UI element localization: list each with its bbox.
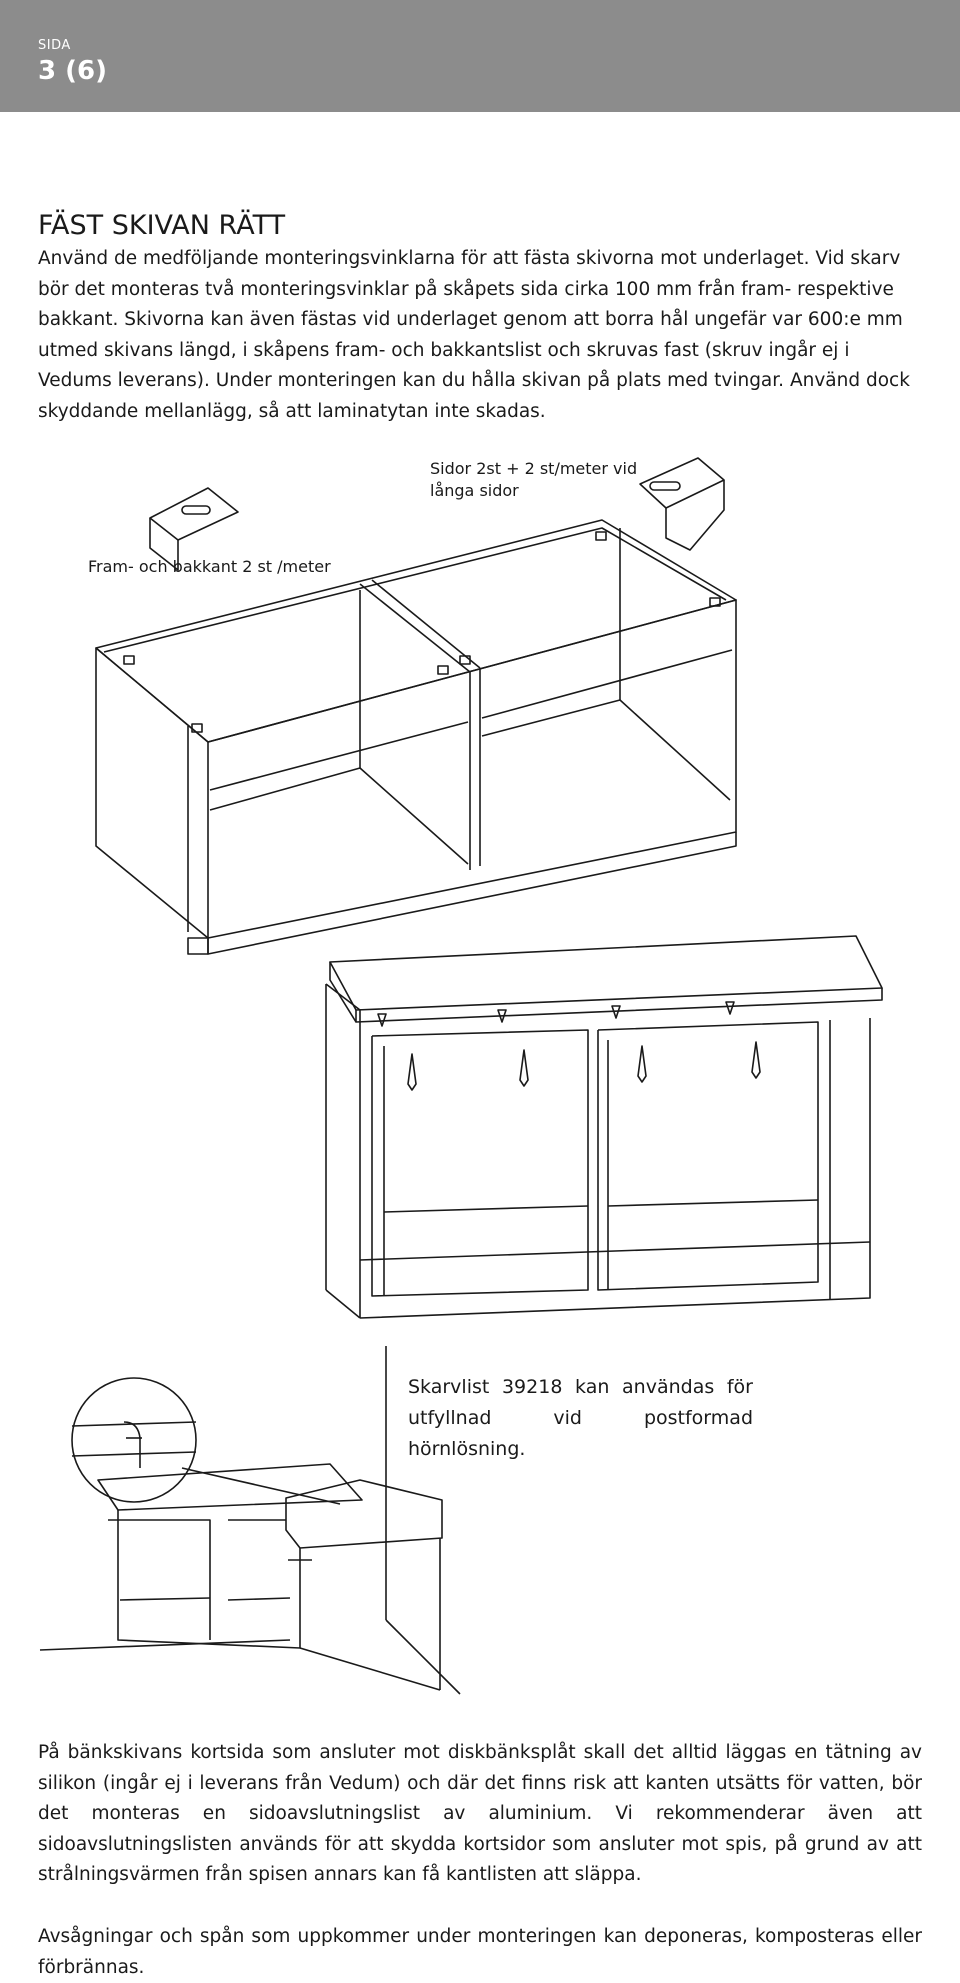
waste-paragraph: Avsågningar och spån som uppkommer under monteringen kan deponeras, komposteras eller förbrännas. [38,1926,922,1978]
section-title: FÄST SKIVAN RÄTT [38,210,286,241]
countertop-screw-drawing [326,936,882,1318]
bracket-icon-side [640,458,724,550]
cabinet-divider-top [360,584,470,672]
front-back-brackets-label: Fram- och bakkant 2 st /meter [88,557,331,576]
screw-icons [378,1002,760,1090]
skarvlist-label: Skarvlist 39218 kan användas för utfyllnad vid postformad hörnlösning. [408,1376,753,1460]
sealing-paragraph: På bänkskivans kortsida som ansluter mot diskbänksplåt skall det alltid läggas en tätning av silikon (ingår ej i leverans från Vedum) och där det finns risk att kanten utsätts för vatten, bör det monteras en sidoavslutningslist av aluminium. Vi rekommenderar även att sidoavslutningslisten används för att skydda kortsidor som ansluter mot spis, på grund av att strålningsvärmen från spisen annars kan få kantlisten att släppa. [38,1742,922,1885]
cabinet-top-outer [96,520,736,742]
page-number: 3 (6) [38,56,107,86]
corner-countertop [98,1464,362,1510]
cabinet-top-inner-back [104,528,726,652]
intro-paragraph: Använd de medföljande monteringsvinklarna för att fästa skivorna mot underlaget. Vid skarv bör det monteras två monteringsvinklar på skåpets sida cirka 100 mm från fram- respektive bakkant. Skivorna kan även fästas vid underlaget genom att borra hål ungefär var 600:e mm utmed skivans längd, i skåpens fram- och bakkantslist och skruvas fast (skruv ingår ej i Vedums leverans). Under monteringen kan du hålla skivan på plats med tvingar. Använd dock skyddande mellanlägg, så att laminatytan inte skadas. [38,248,910,422]
magnifier-detail [72,1378,340,1504]
countertop [330,936,882,1010]
page-label: SIDA [38,38,71,53]
side-brackets-label: Sidor 2st + 2 st/meter vid långa sidor [430,459,638,500]
corner-solution-drawing [40,1346,460,1694]
cabinet-frame-drawing [96,520,736,954]
cabinet-left-side [96,648,208,938]
magnifier-circle [72,1378,196,1502]
